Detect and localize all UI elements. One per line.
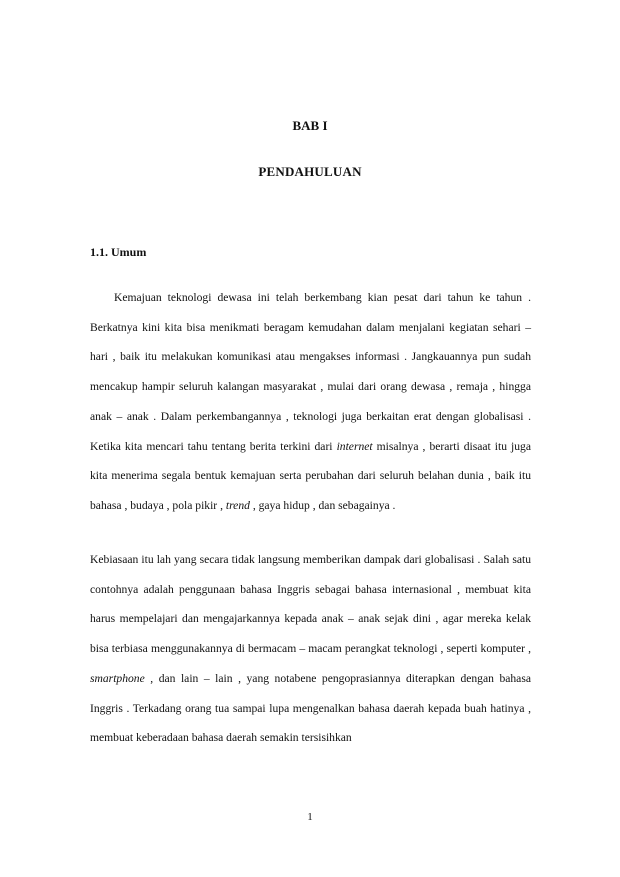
paragraph-2-italic-smartphone: smartphone: [90, 671, 145, 685]
paragraph-2: [90, 545, 531, 753]
chapter-title: PENDAHULUAN: [258, 164, 362, 179]
paragraph-1-text-b: misalnya , berarti disaat itu juga kita menerima segala bentuk kemajuan serta perubahan dari seluruh belahan dunia , baik itu bahasa , budaya , pola pikir ,: [90, 439, 531, 512]
section-heading: 1.1. Umum: [90, 245, 147, 259]
paragraph-1: [90, 283, 531, 521]
page-number: 1: [307, 811, 313, 823]
paragraph-1-italic-trend: trend: [225, 498, 250, 512]
paragraph-1-italic-internet: internet: [336, 439, 373, 453]
paragraph-2-text-a: Kebiasaan itu lah yang secara tidak langsung memberikan dampak dari globalisasi . Salah satu contohnya adalah penggunaan bahasa Inggris sebagai bahasa internasional , membuat kita harus mempelajari dan mengajarkannya kepada anak – anak sejak dini , agar mereka kelak bisa terbiasa menggunakannya di bermacam – macam perangkat teknologi , seperti komputer ,: [90, 553, 531, 656]
paragraph-1-text-a: Kemajuan teknologi dewasa ini telah berkembang kian pesat dari tahun ke tahun . Berkatnya kini kita bisa menikmati beragam kemudahan dalam menjalani kegiatan sehari – hari , baik itu melakukan komunikasi atau mengakses informasi . Jangkauannya pun sudah mencakup hampir seluruh kalangan masyarakat , mulai dari orang dewasa , remaja , hingga anak – anak . Dalam perkembangannya , teknologi juga berkaitan erat dengan globalisasi . Ketika kita mencari tahu tentang berita terkini dari: [90, 291, 531, 453]
paragraph-2-text-b: , dan lain – lain , yang notabene pengoprasiannya diterapkan dengan bahasa Inggris . Terkadang orang tua sampai lupa mengenalkan bahasa daerah kepada buah hatinya , membuat keberadaan bahasa daerah semakin tersisihkan: [90, 671, 531, 745]
paragraph-1-text-c: , gaya hidup , dan sebagainya .: [249, 498, 396, 512]
chapter-number: BAB I: [292, 118, 328, 133]
